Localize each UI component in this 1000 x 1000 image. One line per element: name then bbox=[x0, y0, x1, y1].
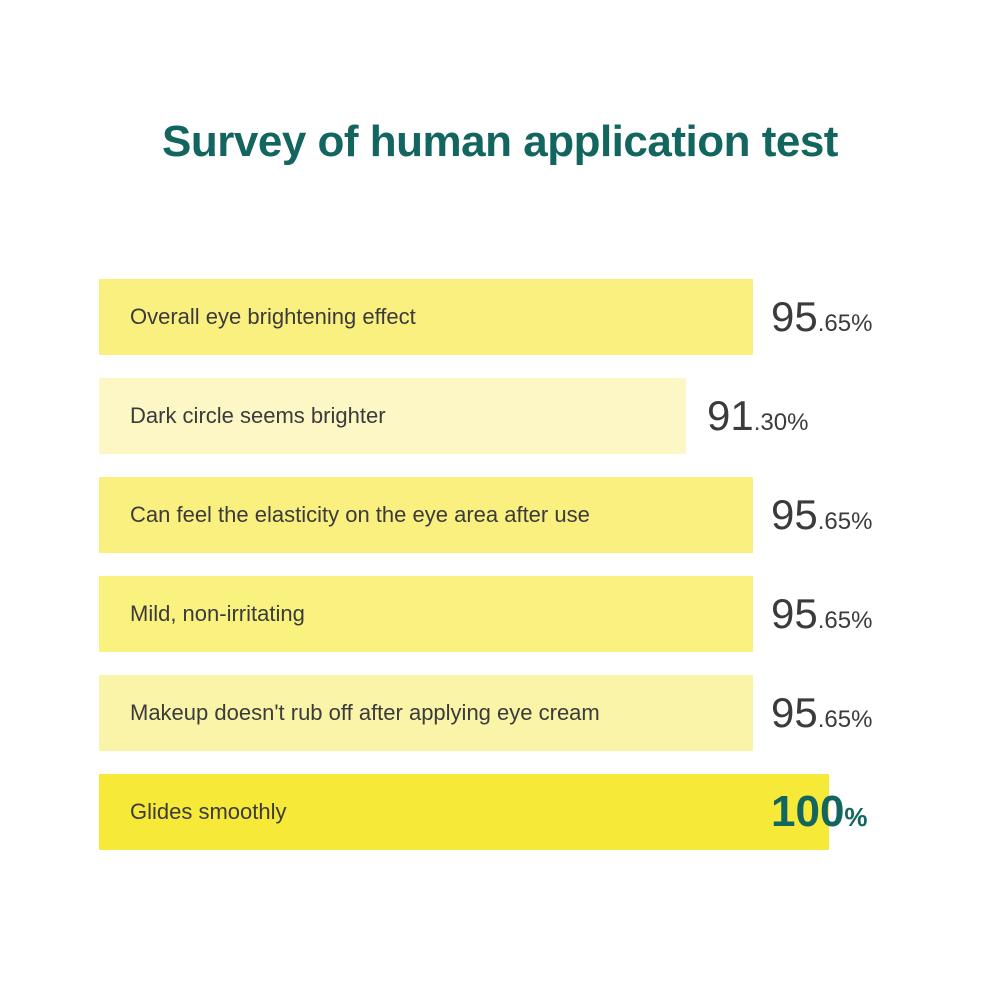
bar-value-decimal: .65% bbox=[817, 508, 873, 535]
bar-value-main: 95 bbox=[771, 590, 818, 637]
bar-label: Makeup doesn't rub off after applying eye cream bbox=[130, 700, 600, 725]
bar-label: Overall eye brightening effect bbox=[130, 304, 416, 329]
bar-value-main: 100 bbox=[771, 787, 845, 836]
bar-row bbox=[99, 774, 919, 850]
bar-row bbox=[99, 279, 919, 355]
bar-row bbox=[99, 675, 919, 751]
bar-value-main: 95 bbox=[771, 293, 818, 340]
bar-label: Can feel the elasticity on the eye area after use bbox=[130, 502, 590, 527]
bar-value bbox=[771, 774, 868, 850]
bar-row bbox=[99, 378, 919, 454]
bar-value bbox=[707, 378, 808, 454]
bar-row bbox=[99, 576, 919, 652]
bar-label: Glides smoothly bbox=[130, 799, 287, 824]
bar-value-decimal: .65% bbox=[817, 310, 873, 337]
bar-value-main: 95 bbox=[771, 491, 818, 538]
bar-row bbox=[99, 477, 919, 553]
bar-chart bbox=[99, 279, 919, 873]
bar-value-decimal: .30% bbox=[753, 409, 809, 436]
bar-value-decimal: % bbox=[844, 802, 868, 832]
bar-value bbox=[771, 675, 872, 751]
bar-value bbox=[771, 279, 872, 355]
bar-value bbox=[771, 576, 872, 652]
bar-value-decimal: .65% bbox=[817, 607, 873, 634]
bar-value-main: 95 bbox=[771, 689, 818, 736]
bar-value bbox=[771, 477, 872, 553]
bar-label: Mild, non-irritating bbox=[130, 601, 305, 626]
bar-label: Dark circle seems brighter bbox=[130, 403, 386, 428]
page-title: Survey of human application test bbox=[162, 117, 838, 166]
bar-value-main: 91 bbox=[707, 392, 754, 439]
bar-value-decimal: .65% bbox=[817, 706, 873, 733]
